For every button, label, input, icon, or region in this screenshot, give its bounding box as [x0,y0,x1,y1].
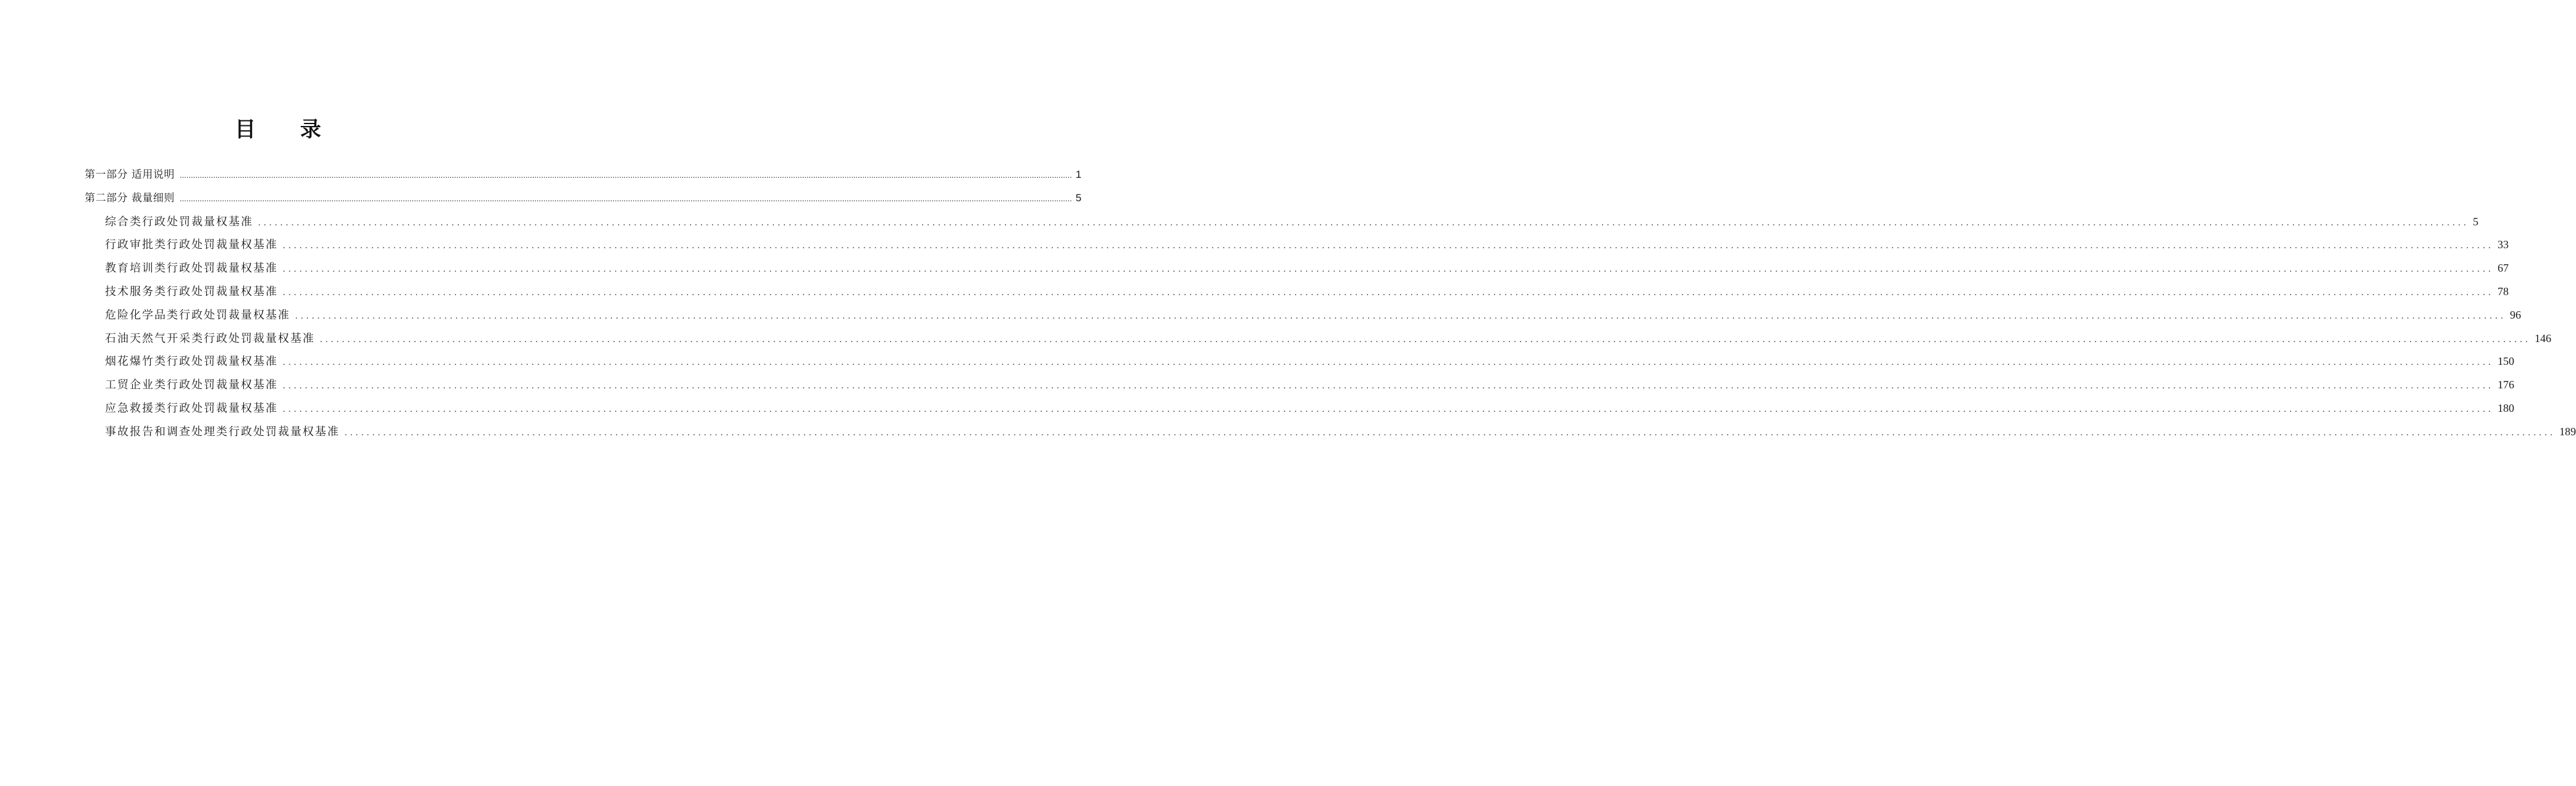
toc-dot-leader: ................................................................................................................................................................................................................................................................................................................................................................................................................ [283,288,2494,298]
toc-entry[interactable] [105,212,2478,231]
toc-dot-leader: ................................................................................................................................................................................................................................................................................................................................................................................................................ [179,193,1072,203]
toc-entry[interactable] [105,282,2509,301]
toc-entry-page: 67 [2498,262,2509,275]
toc-entry[interactable] [105,306,2521,324]
toc-entry-label: 工贸企业类行政处罚裁量权基准 [105,378,278,392]
toc-entry-label: 行政审批类行政处罚裁量权基准 [105,238,278,252]
toc-dot-leader: ................................................................................................................................................................................................................................................................................................................................................................................................................ [179,170,1072,180]
toc-dot-leader: ................................................................................................................................................................................................................................................................................................................................................................................................................ [345,427,2556,438]
toc-entry-label: 危险化学品类行政处罚裁量权基准 [105,308,290,322]
toc-entry[interactable] [105,422,2576,441]
toc-entry-label: 事故报告和调查处理类行政处罚裁量权基准 [105,425,340,438]
toc-entry-page: 96 [2510,308,2521,321]
toc-entry-page: 176 [2498,378,2514,391]
toc-entry[interactable] [85,189,1082,207]
toc-entry[interactable] [105,235,2509,254]
toc-entry-label: 石油天然气开采类行政处罚裁量权基准 [105,332,315,345]
toc-dot-leader: ................................................................................................................................................................................................................................................................................................................................................................................................................ [283,404,2494,414]
toc-entry[interactable] [85,165,1082,184]
toc-title: 目 录 [235,117,340,142]
toc-entry-label: 应急救援类行政处罚裁量权基准 [105,402,278,415]
toc-entry[interactable] [105,329,2551,348]
toc-entry-page: 5 [2473,215,2478,228]
toc-entry[interactable] [105,259,2509,277]
toc-entry[interactable] [105,399,2514,417]
toc-entry-label: 综合类行政处罚裁量权基准 [105,215,253,228]
toc-dot-leader: ................................................................................................................................................................................................................................................................................................................................................................................................................ [283,264,2494,275]
toc-entry-page: 146 [2535,332,2551,345]
toc-dot-leader: ................................................................................................................................................................................................................................................................................................................................................................................................................ [295,311,2506,321]
toc-entry-label: 技术服务类行政处罚裁量权基准 [105,285,278,298]
toc-entry-page: 78 [2498,285,2509,298]
toc-dot-leader: ................................................................................................................................................................................................................................................................................................................................................................................................................ [258,217,2469,228]
toc-dot-leader: ................................................................................................................................................................................................................................................................................................................................................................................................................ [283,381,2494,391]
toc-entry-label: 第一部分 适用说明 [85,169,175,181]
toc-entry-page: 150 [2498,355,2514,368]
toc-entry-page: 180 [2498,402,2514,414]
toc-entry-page: 1 [1075,169,1082,180]
toc-entry-label: 烟花爆竹类行政处罚裁量权基准 [105,355,278,369]
toc-entry[interactable] [105,352,2514,370]
toc-entry-page: 5 [1075,191,1082,204]
toc-entry-page: 189 [2559,425,2576,438]
toc-entry-label: 第二部分 裁量细则 [85,191,175,204]
toc-dot-leader: ................................................................................................................................................................................................................................................................................................................................................................................................................ [283,357,2494,368]
toc-entry-label: 教育培训类行政处罚裁量权基准 [105,262,278,275]
toc-dot-leader: ................................................................................................................................................................................................................................................................................................................................................................................................................ [320,334,2531,345]
toc-entry-page: 33 [2498,238,2509,251]
toc-entry[interactable] [105,375,2514,394]
toc-dot-leader: ................................................................................................................................................................................................................................................................................................................................................................................................................ [283,241,2494,251]
